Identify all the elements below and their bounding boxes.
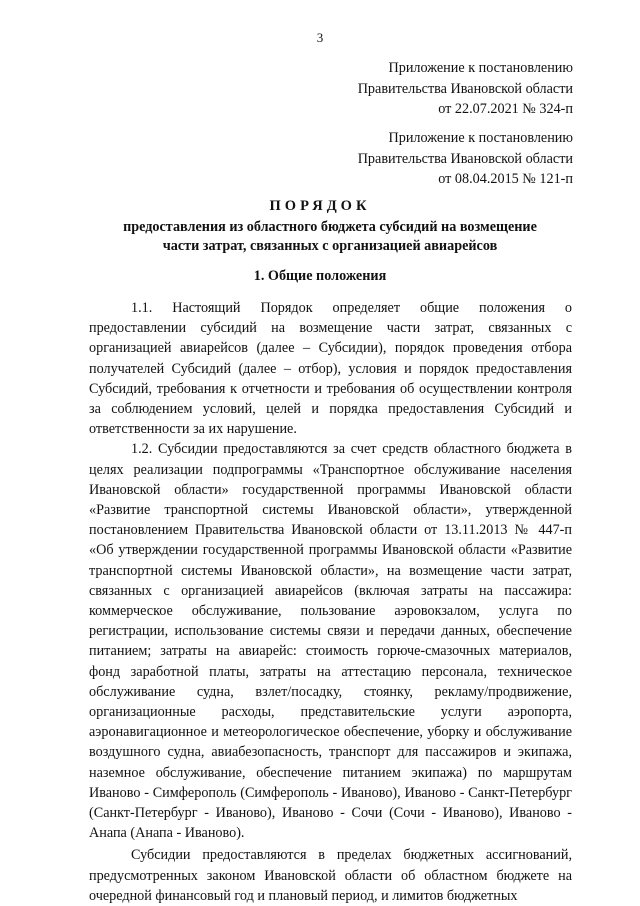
document-subtitle xyxy=(80,218,580,256)
appendix-line: Приложение к постановлению xyxy=(388,60,573,76)
page-number: 3 xyxy=(316,30,324,45)
document-body xyxy=(89,298,572,906)
appendix-line: Приложение к постановлению xyxy=(388,130,573,146)
appendix-line: Правительства Ивановской области xyxy=(357,150,573,167)
paragraph: 1.1. Настоящий Порядок определяет общие положения о предоставлении субсидий на возмещение части затрат, связанных с организацией авиарейсов (далее – Субсидии), порядок проведения отбора получателей Субсидий (далее – отбор), условия и порядок предоставления Субсидий, требования к отчетности и требования об осуществлении контроля за соблюдением условий, целей и порядка предоставления Субсидий и ответственности за их нарушение. xyxy=(89,300,572,438)
paragraph: Субсидии предоставляются в пределах бюджетных ассигнований, предусмотренных законом Ивановской области об областном бюджете на очередной финансовый год и плановый период, и лимитов бюджетных xyxy=(89,847,572,904)
subtitle-line: части затрат, связанных с организацией авиарейсов xyxy=(162,238,498,254)
appendix-note-current xyxy=(358,58,573,120)
appendix-line: Правительства Ивановской области xyxy=(357,80,573,97)
subtitle-line: предоставления из областного бюджета субсидий на возмещение xyxy=(123,219,537,235)
appendix-note-original xyxy=(358,128,573,190)
section-heading: 1. Общие положения xyxy=(253,268,387,284)
appendix-line: от 08.04.2015 № 121-п xyxy=(438,171,573,187)
appendix-line: от 22.07.2021 № 324-п xyxy=(438,101,573,117)
document-title: ПОРЯДОК xyxy=(269,198,371,214)
paragraph: 1.2. Субсидии предоставляются за счет средств областного бюджета в целях реализации подпрограммы «Транспортное обслуживание населения Ивановской области» государственной программы Ивановской области «Развитие транспортной системы Ивановской области», утвержденной постановлением Правительства Ивановской области от 13.11.2013 № 447-п «Об утверждении государственной программы Ивановской области «Развитие транспортной системы Ивановской области», на возмещение части затрат, связанных с организацией авиарейсов (включая затраты на пассажира: коммерческое обслуживание, пользование аэровокзалом, услуга по регистрации, использование системы связи и передачи данных, обеспечение питанием; затраты на авиарейс: стоимость горюче-смазочных материалов, фонд заработной платы, затраты на аттестацию персонала, техническое обслуживание судна, взлет/посадку, стоянку, рекламу/продвижение, организационные расходы, представительские услуги аэропорта, аэронавигационное и метеорологическое обеспечение, уборку и обслуживание воздушного судна, авиабезопасность, транспорт для пассажиров и экипажа, наземное обслуживание, обеспечение питанием экипажа) по маршрутам Иваново - Симферополь (Симферополь - Иваново), Иваново - Санкт-Петербург (Санкт-Петербург - Иваново), Иваново - Сочи (Сочи - Иваново), Иваново - Анапа (Анапа - Иваново). xyxy=(89,441,572,842)
